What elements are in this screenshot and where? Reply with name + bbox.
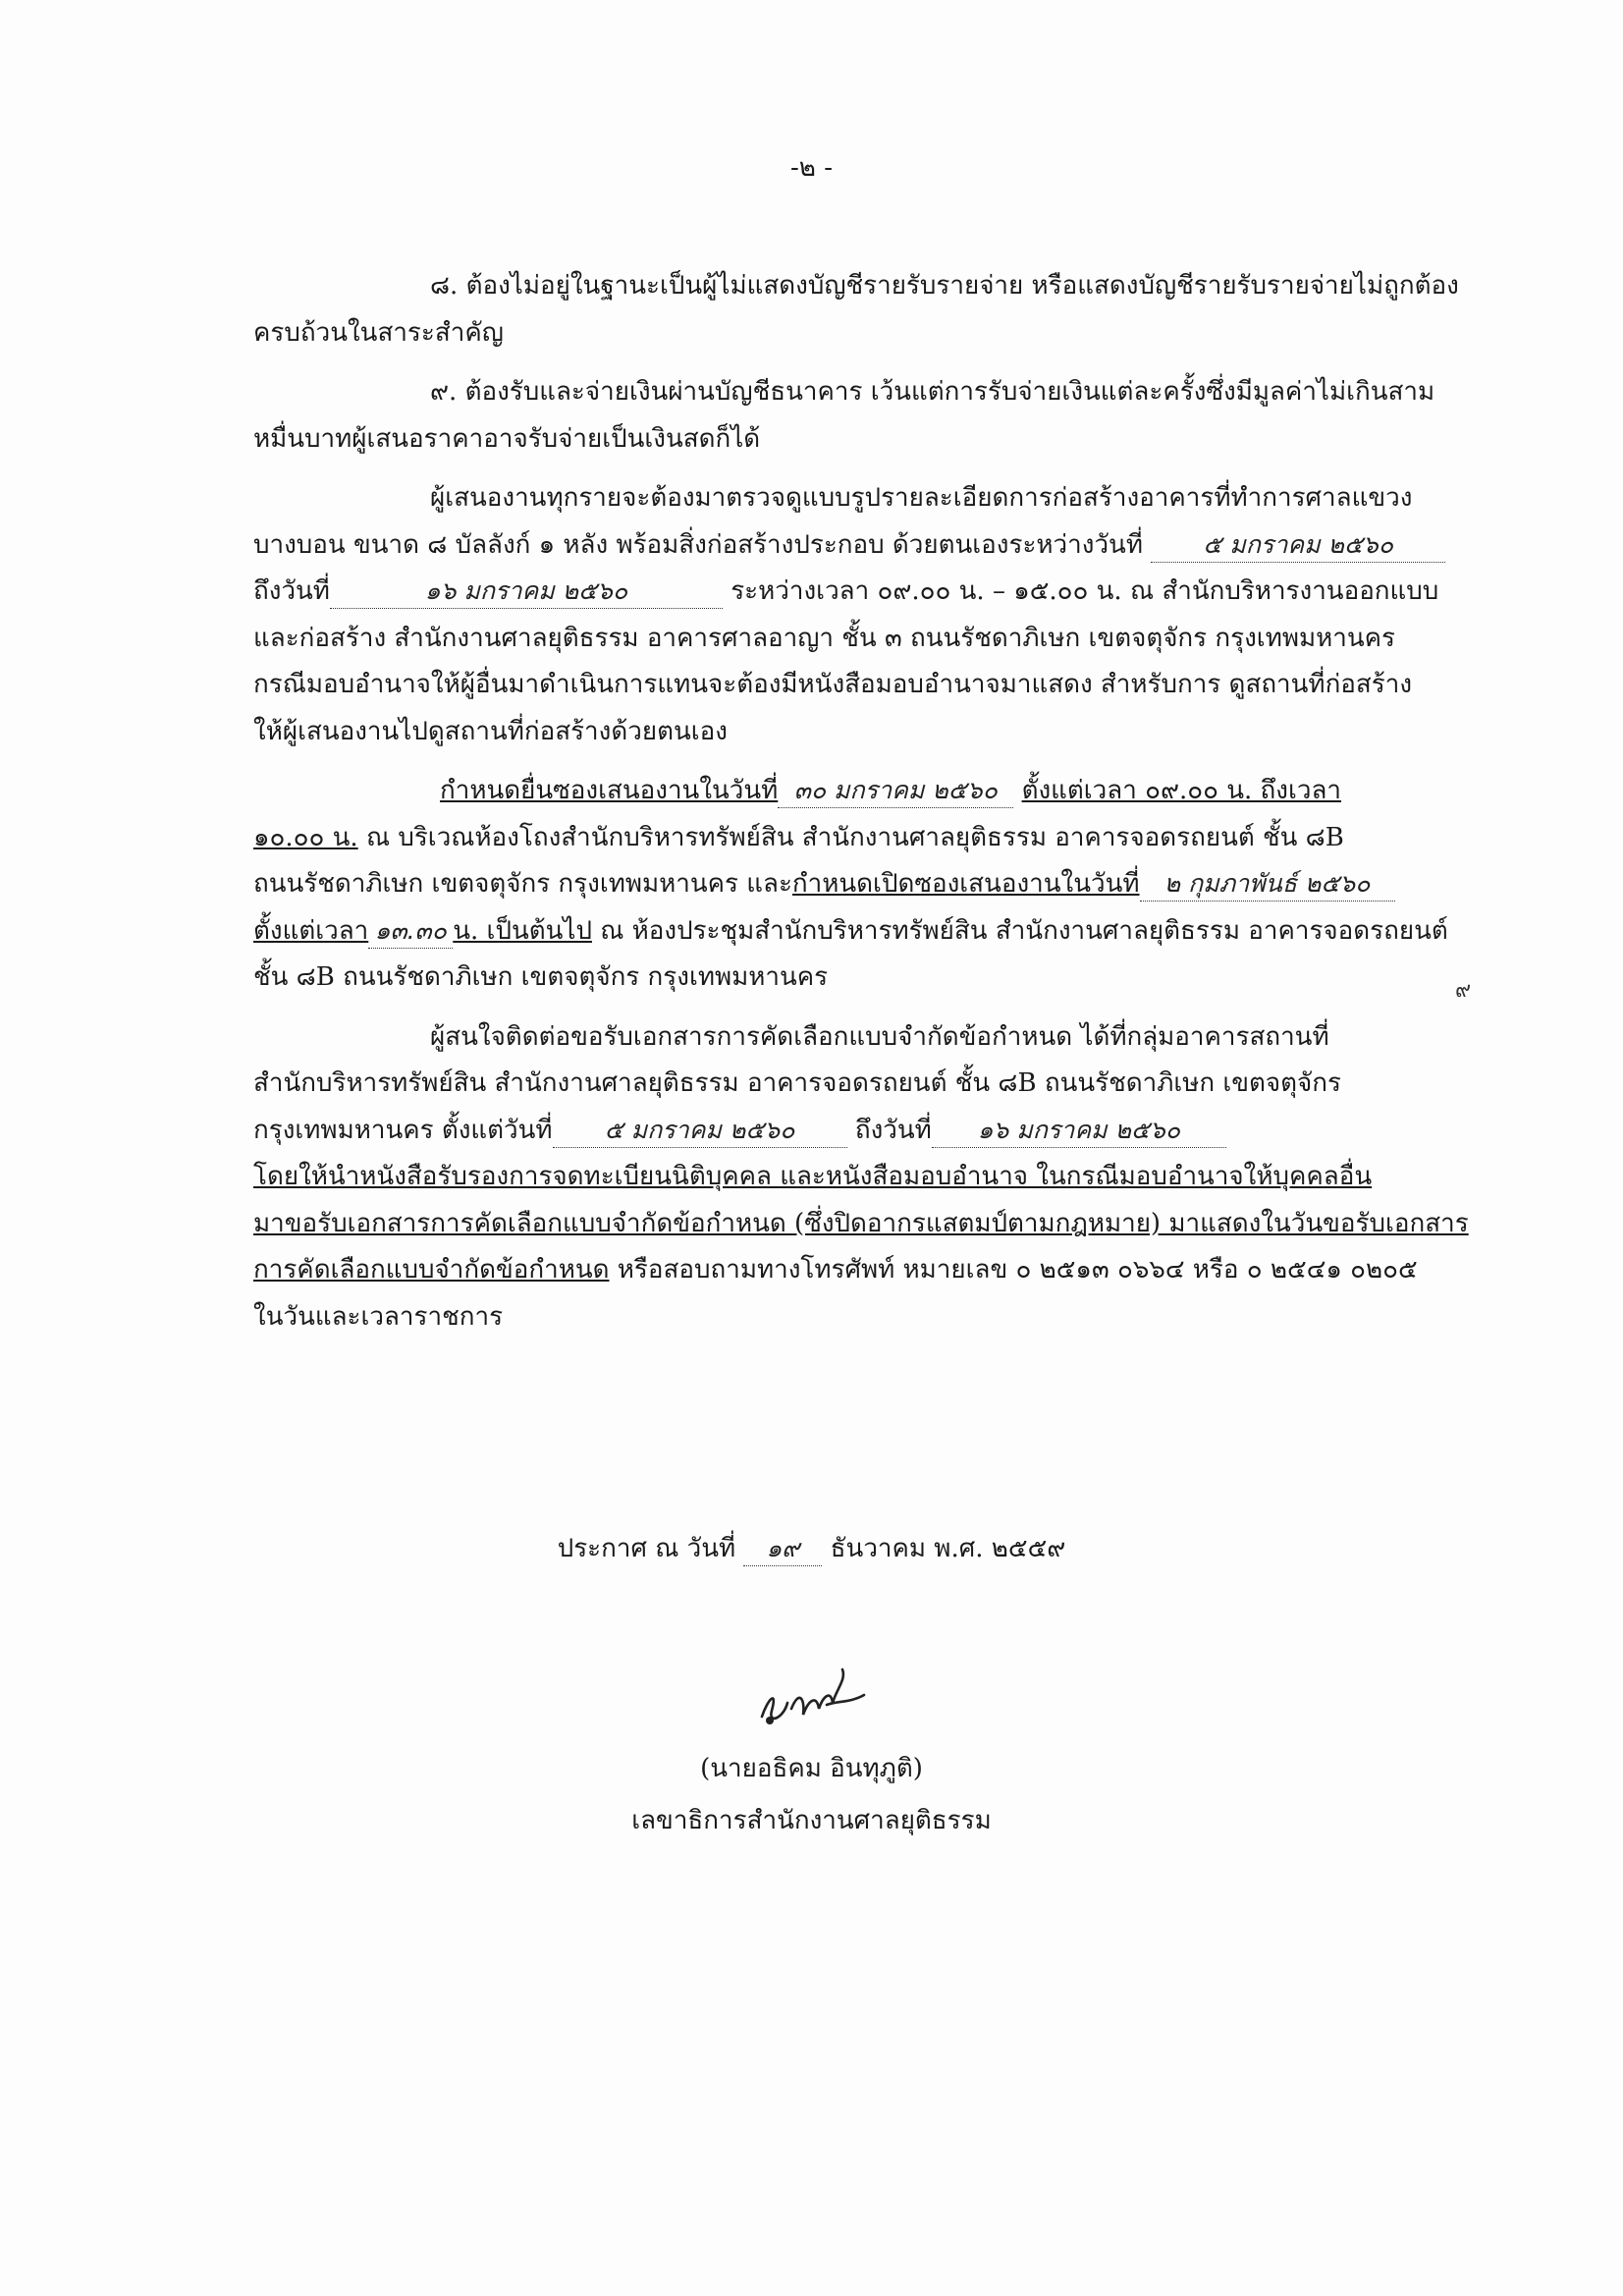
margin-note: ๙ [1455,978,1472,1003]
opening-place: ณ ห้องประชุมสำนักบริหารทรัพย์สิน สำนักงานศาลยุติธรรม อาคารจอดรถยนต์ [600,915,1448,946]
submission-paragraph [253,768,1492,1002]
clause-8 [253,263,1492,356]
inspection-to-date: ๑๖ มกราคม ๒๕๖๐ [330,574,723,609]
submission-time-end: ๑๐.๐๐ น. [253,822,358,852]
submission-place: ณ บริเวณห้องโถงสำนักบริหารทรัพย์สิน สำนักงานศาลยุติธรรม อาคารจอดรถยนต์ ชั้น ๘B [365,822,1344,852]
signature [0,1660,1623,1738]
documents-line-1: ผู้สนใจติดต่อขอรับเอกสารการคัดเลือกแบบจำกัดข้อกำหนด ได้ที่กลุ่มอาคารสถานที่ [430,1021,1329,1052]
opening-date: ๒ กุมภาพันธ์ ๒๕๖๐ [1140,867,1395,902]
clause-8-lead: ๘. ต้องไม่อยู่ในฐานะเป็นผู้ไม่แสดงบัญชีรายรับรายจ่าย หรือแสดงบัญชีรายรับรายจ่ายไม่ถูกต้อง [430,271,1459,301]
clause-8-rest: ครบถ้วนในสาระสำคัญ [253,317,504,348]
opening-time-suffix: น. เป็นต้นไป [453,915,592,946]
clause-9-lead: ๙. ต้องรับและจ่ายเงินผ่านบัญชีธนาคาร เว้นแต่การรับจ่ายเงินแต่ละครั้งซึ่งมีมูลค่าไม่เกินสาม [430,377,1435,407]
documents-paragraph [253,1014,1492,1341]
inspection-line-4: และก่อสร้าง สำนักงานศาลยุติธรรม อาคารศาลอาญา ชั้น ๓ ถนนรัชดาภิเษก เขตจตุจักร กรุงเทพมหานคร [253,623,1395,653]
announcement-date [0,1528,1623,1568]
documents-line-2: สำนักบริหารทรัพย์สิน สำนักงานศาลยุติธรรม อาคารจอดรถยนต์ ชั้น ๘B ถนนรัชดาภิเษก เขตจตุจักร [253,1068,1341,1098]
opening-date-label: กำหนดเปิดซองเสนองานในวันที่ [791,869,1140,899]
clause-9 [253,369,1492,463]
documents-to-label: ถึงวันที่ [854,1115,932,1145]
signer-position: เลขาธิการสำนักงานศาลยุติธรรม [631,1806,992,1835]
signer-name: (นายอธิคม อินทุภูติ) [700,1754,923,1783]
signature-scribble [748,1660,876,1738]
documents-to-date: ๑๖ มกราคม ๒๕๖๐ [932,1114,1226,1148]
submission-line-5: ชั้น ๘B ถนนรัชดาภิเษก เขตจตุจักร กรุงเทพมหานคร [253,962,829,992]
inspection-time: ระหว่างเวลา ๐๙.๐๐ น. – ๑๕.๐๐ น. ณ สำนักบริหารงานออกแบบ [730,576,1439,606]
documents-requirement-3: การคัดเลือกแบบจำกัดข้อกำหนด [253,1255,610,1285]
opening-time: ๑๓.๓๐ [368,914,453,949]
documents-line-7: ในวันและเวลาราชการ [253,1301,504,1332]
documents-requirement-2: มาขอรับเอกสารการคัดเลือกแบบจำกัดข้อกำหนด (ซึ่งปิดอากรแสตมป์ตามกฎหมาย) มาแสดงในวันขอรับเอกสาร [253,1208,1469,1238]
documents-from-date: ๕ มกราคม ๒๕๖๐ [553,1114,847,1148]
inspection-line-5: กรณีมอบอำนาจให้ผู้อื่นมาดำเนินการแทนจะต้องมีหนังสือมอบอำนาจมาแสดง สำหรับการ ดูสถานที่ก่อสร้าง [253,670,1413,699]
submission-time-label: ตั้งแต่เวลา ๐๙.๐๐ น. ถึงเวลา [1021,776,1342,805]
announcement-day: ๑๙ [743,1532,822,1566]
inspection-from-date: ๕ มกราคม ๒๕๖๐ [1151,528,1445,563]
documents-from-label: กรุงเทพมหานคร ตั้งแต่วันที่ [253,1115,553,1145]
submission-date: ๓๐ มกราคม ๒๕๖๐ [778,774,1013,808]
submission-date-label: กำหนดยื่นซองเสนองานในวันที่ [440,776,779,805]
inspection-line-1: ผู้เสนองานทุกรายจะต้องมาตรวจดูแบบรูปรายละเอียดการก่อสร้างอาคารที่ทำการศาลแขวง [430,483,1413,513]
documents-phone: หรือสอบถามทางโทรศัพท์ หมายเลข ๐ ๒๕๑๓ ๐๖๖๔ หรือ ๐ ๒๕๔๑ ๐๒๐๕ [617,1255,1418,1285]
announcement-suffix: ธันวาคม พ.ศ. ๒๕๕๙ [830,1534,1066,1563]
inspection-paragraph [253,475,1492,755]
opening-time-label: ตั้งแต่เวลา [253,915,369,946]
inspection-line-6: ให้ผู้เสนองานไปดูสถานที่ก่อสร้างด้วยตนเอง [253,716,728,746]
inspection-to-label: ถึงวันที่ [253,576,330,606]
clause-9-rest: หมื่นบาทผู้เสนอราคาอาจรับจ่ายเป็นเงินสดก็ได้ [253,423,761,454]
documents-requirement-1: โดยให้นำหนังสือรับรองการจดทะเบียนนิติบุคคล และหนังสือมอบอำนาจ ในกรณีมอบอำนาจให้บุคคลอื่น [253,1162,1373,1191]
document-body [253,263,1492,1353]
announcement-prefix: ประกาศ ณ วันที่ [557,1534,736,1563]
inspection-line-2: บางบอน ขนาด ๘ บัลลังก์ ๑ หลัง พร้อมสิ่งก่อสร้างประกอบ ด้วยตนเองระหว่างวันที่ [253,529,1143,560]
submission-line-3: ถนนรัชดาภิเษก เขตจตุจักร กรุงเทพมหานคร และ [253,869,792,899]
page-number: -๒ - [790,153,833,183]
